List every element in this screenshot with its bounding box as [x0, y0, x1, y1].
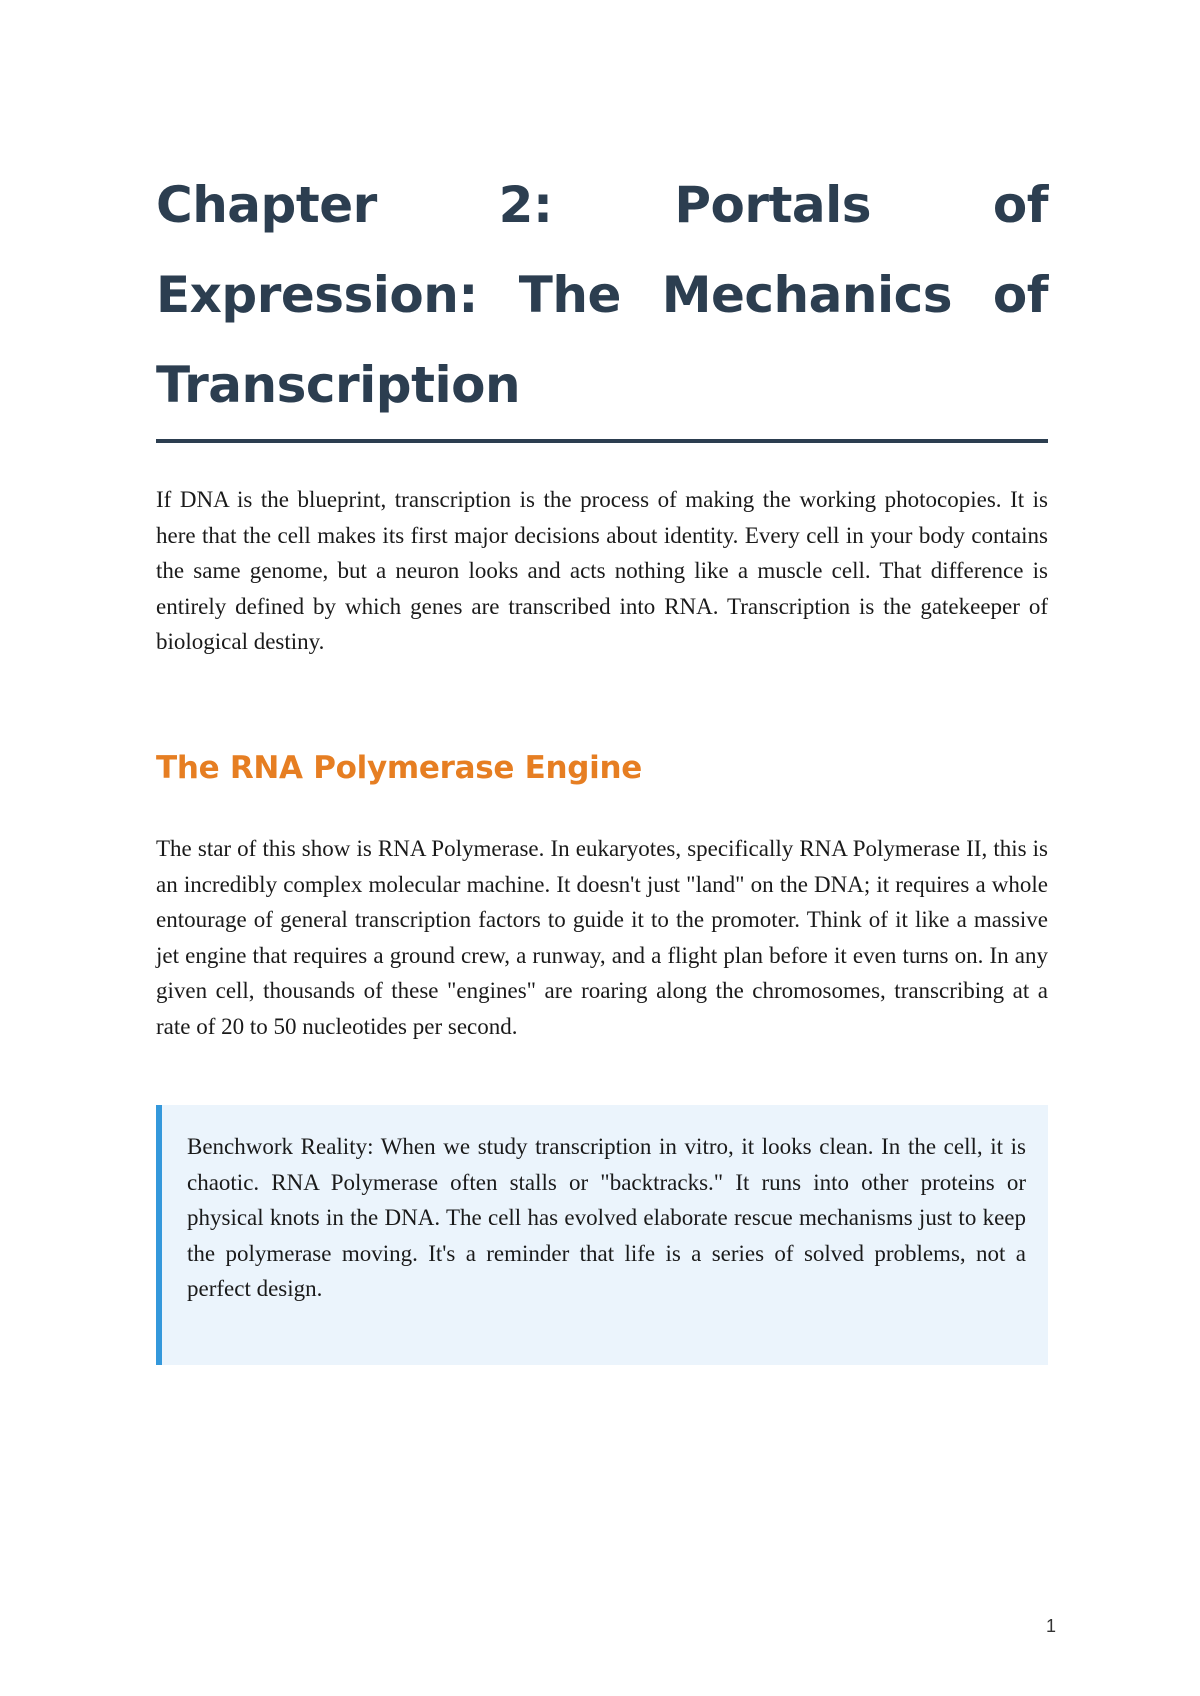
- callout-label: Benchwork Reality:: [187, 1134, 374, 1159]
- title-divider: [156, 439, 1048, 443]
- callout-text: [187, 1129, 1026, 1307]
- section-heading: The RNA Polymerase Engine: [156, 750, 642, 786]
- callout-box: [156, 1105, 1048, 1365]
- intro-paragraph: If DNA is the blueprint, transcription is the process of making the working photocopies. It is here that the cell makes its first major decisions about identity. Every cell in your body contains the same genome, but a neuron looks and acts nothing like a muscle cell. That difference is entirely defined by which genes are transcribed into RNA. Transcription is the gatekeeper of biological destiny.: [156, 487, 1048, 654]
- page-number: 1: [1046, 1616, 1057, 1636]
- section-paragraph: The star of this show is RNA Polymerase. In eukaryotes, specifically RNA Polymerase II, this is an incredibly complex molecular machine. It doesn't just "land" on the DNA; it requires a whole entourage of general transcription factors to guide it to the promoter. Think of it like a massive jet engine that requires a ground crew, a runway, and a flight plan before it even turns on. In any given cell, thousands of these "engines" are roaring along the chromosomes, transcribing at a rate of 20 to 50 nucleotides per second.: [156, 836, 1048, 1039]
- chapter-title: Chapter 2: Portals of Expression: The Mechanics of Transcription: [156, 176, 1048, 414]
- callout-body: When we study transcription in vitro, it looks clean. In the cell, it is chaotic. RNA Polymerase often stalls or "backtracks." It runs into other proteins or physical knots in the DNA. The cell has evolved elaborate rescue mechanisms just to keep the polymerase moving. It's a reminder that life is a series of solved problems, not a perfect design.: [187, 1134, 1026, 1301]
